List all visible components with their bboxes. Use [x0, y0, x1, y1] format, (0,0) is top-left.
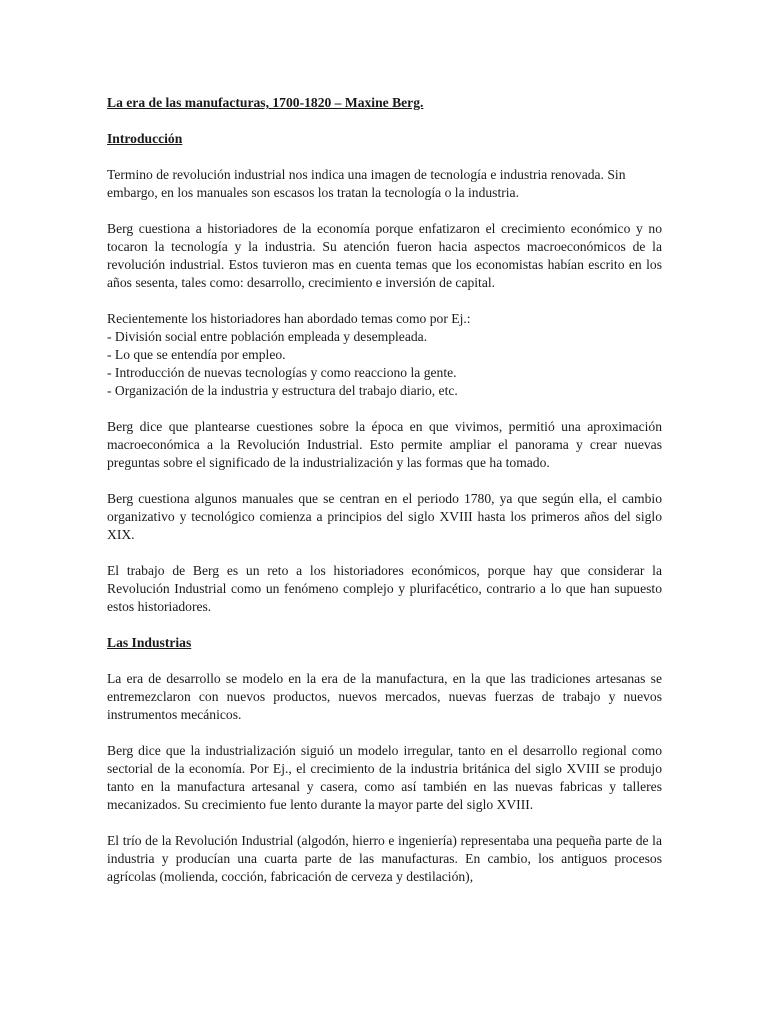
paragraph: El trabajo de Berg es un reto a los historiadores económicos, porque hay que considerar la Revolución Industrial como un fenómeno complejo y plurifacético, contrario a lo que han supuesto estos historiadores.: [107, 563, 662, 614]
paragraph: Berg cuestiona a historiadores de la economía porque enfatizaron el crecimiento económico y no tocaron la tecnología y la industria. Su atención fueron hacia aspectos macroeconómicos de la revolución industrial. Estos tuvieron mas en cuenta temas que los economistas habían escrito en los años sesenta, tales como: desarrollo, crecimiento e inversión de capital.: [107, 221, 662, 290]
paragraph: Berg dice que la industrialización siguió un modelo irregular, tanto en el desarrollo regional como sectorial de la economía. Por Ej., el crecimiento de la industria británica del siglo XVIII se produjo tanto en la manufactura artesanal y casera, como así también en las nuevas fabricas y talleres mecanizados. Su crecimiento fue lento durante la mayor parte del siglo XVIII.: [107, 743, 662, 812]
section-heading-industrias: Las Industrias: [107, 635, 192, 650]
list-item: - Introducción de nuevas tecnologías y como reacciono la gente.: [107, 365, 457, 380]
list-item: - División social entre población empleada y desempleada.: [107, 329, 428, 344]
list-item: - Lo que se entendía por empleo.: [107, 347, 286, 362]
paragraph: Berg cuestiona algunos manuales que se centran en el periodo 1780, ya que según ella, el cambio organizativo y tecnológico comienza a principios del siglo XVIII hasta los primeros años del siglo XIX.: [107, 491, 662, 542]
document-page: [107, 94, 662, 904]
list-item: - Organización de la industria y estructura del trabajo diario, etc.: [107, 383, 458, 398]
document-title: La era de las manufacturas, 1700-1820 – Maxine Berg.: [107, 95, 424, 110]
list-intro: Recientemente los historiadores han abordado temas como por Ej.:: [107, 311, 471, 326]
topic-list: [107, 310, 662, 400]
paragraph: La era de desarrollo se modelo en la era de la manufactura, en la que las tradiciones artesanas se entremezclaron con nuevos productos, nuevos mercados, nuevas fuerzas de trabajo y nuevos instrumentos mecánicos.: [107, 671, 662, 722]
paragraph: Berg dice que plantearse cuestiones sobre la época en que vivimos, permitió una aproximación macroeconómica a la Revolución Industrial. Esto permite ampliar el panorama y crear nuevas preguntas sobre el significado de la industrialización y las formas que ha tomado.: [107, 419, 662, 470]
paragraph: El trío de la Revolución Industrial (algodón, hierro e ingeniería) representaba una pequeña parte de la industria y producían una cuarta parte de las manufacturas. En cambio, los antiguos procesos agrícolas (molienda, cocción, fabricación de cerveza y destilación),: [107, 833, 662, 884]
section-heading-introduccion: Introducción: [107, 131, 183, 146]
paragraph: Termino de revolución industrial nos indica una imagen de tecnología e industria renovada. Sin embargo, en los manuales son escasos los tratan la tecnología o la industria.: [107, 167, 626, 200]
